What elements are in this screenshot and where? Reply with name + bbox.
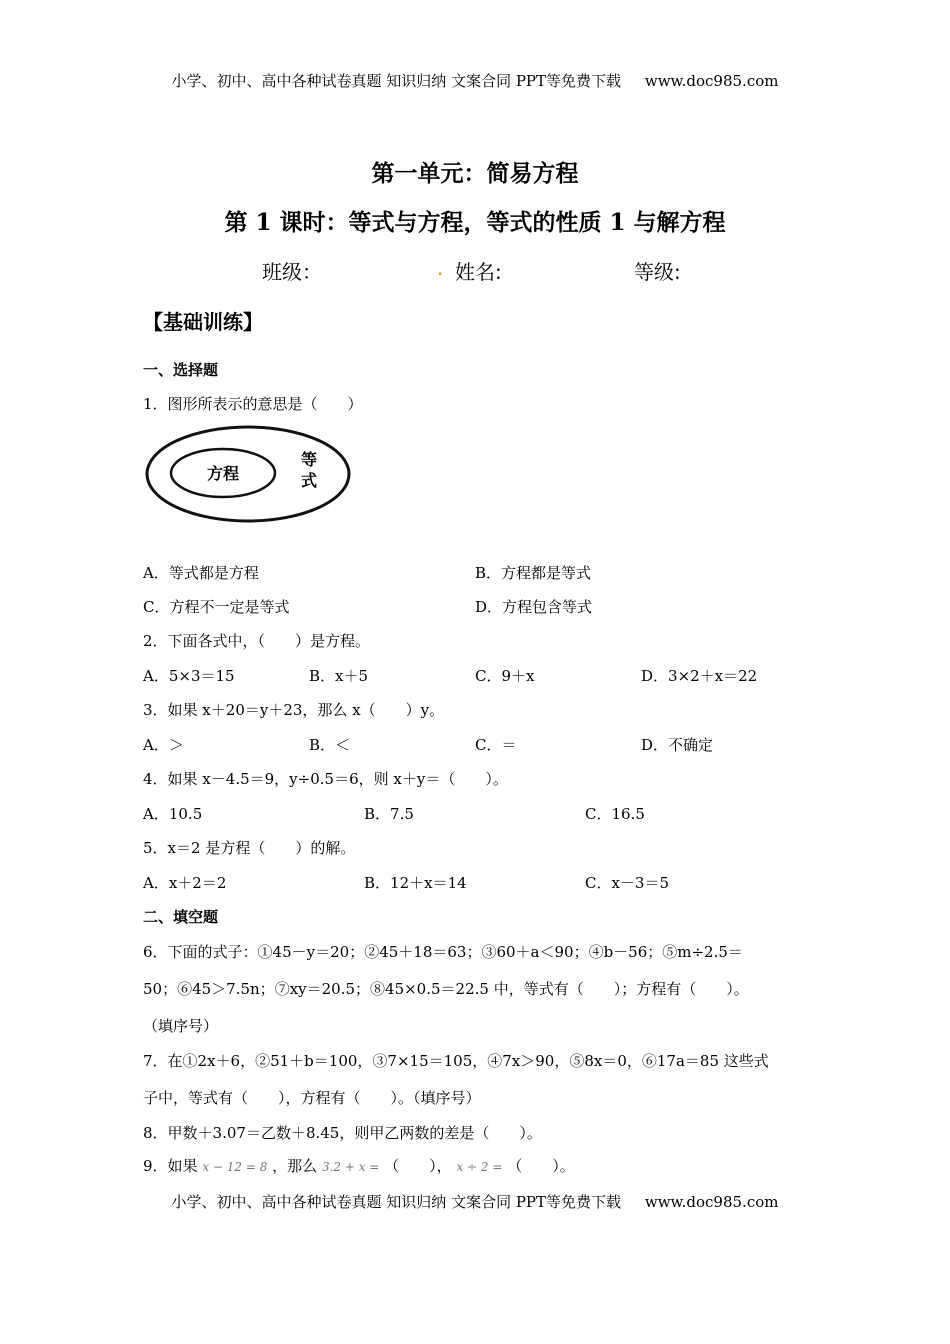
question-6-line-2: 50；⑥45＞7.5n；⑦xy＝20.5；⑧45×0.5＝22.5 中，等式有（ ）；方程有（ ）。 (143, 980, 749, 998)
q9-equation-2: 3.2 + x = (321, 1160, 380, 1174)
q9-part-3: （ ）， (384, 1157, 452, 1175)
question-2: 2．下面各式中，（ ）是方程。 (143, 632, 371, 650)
question-9 (143, 1155, 575, 1176)
page-header (0, 70, 950, 91)
unit-title: 第一单元：简易方程 (371, 160, 579, 187)
diagram-inner-label: 方程 (206, 464, 240, 483)
q4-option-b: B．7.5 (364, 805, 414, 823)
question-3: 3．如果 x＋20＝y＋23，那么 x（ ）y。 (143, 701, 445, 719)
dot-mark: . (437, 256, 444, 280)
diagram-outer-label-1: 等 (300, 450, 318, 469)
question-4: 4．如果 x－4.5＝9，y÷0.5＝6，则 x＋y＝（ ）。 (143, 770, 508, 788)
question-6-line-3: （填序号） (143, 1017, 219, 1035)
q1-option-d: D．方程包含等式 (475, 598, 593, 616)
q1-option-c: C．方程不一定是等式 (143, 598, 290, 616)
name-label: 姓名: (455, 260, 502, 284)
q5-option-b: B．12＋x＝14 (364, 874, 467, 892)
q4-option-c: C．16.5 (585, 805, 645, 823)
q2-option-b: B．x＋5 (309, 667, 369, 685)
q3-option-a: A．＞ (143, 736, 184, 754)
q5-option-a: A．x＋2＝2 (143, 874, 227, 892)
header-site: www.doc985.com (644, 72, 779, 90)
q1-option-a: A．等式都是方程 (143, 564, 259, 582)
q9-equation-1: x − 12 = 8 (202, 1160, 268, 1174)
q4-option-a: A．10.5 (143, 805, 203, 823)
grade-label: 等级: (634, 260, 681, 284)
question-1: 1．图形所表示的意思是（ ） (143, 395, 363, 413)
header-text: 小学、初中、高中各种试卷真题 知识归纳 文案合同 PPT等免费下载 (171, 72, 622, 90)
page-footer (0, 1191, 950, 1212)
class-label: 班级： (262, 260, 322, 284)
section-choice: 一、选择题 (143, 361, 219, 379)
q9-part-1: 9．如果 (143, 1157, 198, 1175)
q1-option-b: B．方程都是等式 (475, 564, 592, 582)
section-basic-training: 【基础训练】 (143, 310, 263, 334)
q9-part-2: ，那么 (272, 1157, 318, 1175)
q3-option-d: D．不确定 (641, 736, 714, 754)
question-6-line-1: 6．下面的式子：①45－y＝20；②45＋18＝63；③60＋a＜90；④b－56；⑤m÷2.5＝ (143, 943, 743, 961)
outer-ellipse (147, 427, 349, 521)
q2-option-c: C．9＋x (475, 667, 535, 685)
q9-part-4: （ ）。 (507, 1157, 575, 1175)
venn-diagram (140, 418, 360, 530)
question-7-line-1: 7．在①2x＋6，②51＋b＝100，③7×15＝105，④7x＞90，⑤8x＝0，⑥17a＝85 这些式 (143, 1052, 769, 1070)
q2-option-d: D．3×2＋x＝22 (641, 667, 758, 685)
diagram-outer-label-2: 式 (300, 471, 318, 490)
q3-option-b: B．＜ (309, 736, 351, 754)
footer-site: www.doc985.com (644, 1193, 779, 1211)
footer-text: 小学、初中、高中各种试卷真题 知识归纳 文案合同 PPT等免费下载 (171, 1193, 622, 1211)
q9-equation-3: x ÷ 2 = (456, 1160, 503, 1174)
q5-option-c: C．x－3＝5 (585, 874, 670, 892)
question-5: 5．x＝2 是方程（ ）的解。 (143, 839, 356, 857)
q2-option-a: A．5×3＝15 (143, 667, 235, 685)
question-8: 8．甲数＋3.07＝乙数＋8.45，则甲乙两数的差是（ ）。 (143, 1124, 542, 1142)
q3-option-c: C．＝ (475, 736, 517, 754)
lesson-title: 第 1 课时：等式与方程，等式的性质 1 与解方程 (224, 209, 726, 236)
section-fill-blank: 二、填空题 (143, 908, 219, 926)
question-7-line-2: 子中，等式有（ ），方程有（ ）。（填序号） (143, 1089, 481, 1107)
